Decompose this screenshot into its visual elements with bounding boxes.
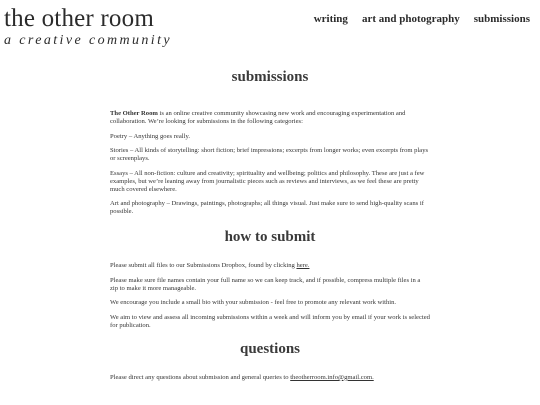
nav-submissions[interactable]: submissions [473,13,530,25]
intro-site-name: The Other Room [110,110,158,117]
dropbox-link[interactable]: here. [296,261,310,269]
assessment-paragraph: We aim to view and assess all incoming submissions within a week and will inform you by email if your work is selected for publication. [110,314,430,329]
contact-email-link[interactable]: theotherroom.info@gmail.com. [290,373,374,381]
category-essays: Essays – All non-fiction: culture and creativity; spirituality and wellbeing; politics and philosophy. These are just a few examples, but we’re leaning away from journalistic pieces such as reviews and interviews, as we feel these are pretty much covered elsewhere. [110,169,425,193]
intro-paragraph [110,110,430,126]
intro-text: is an online creative community showcasing new work and encouraging experimentation and collaboration. We’re looking for submissions in the following categories: [110,110,406,125]
category-poetry: Poetry – Anything goes really. [110,132,190,140]
main-nav [314,13,530,25]
questions-heading: questions [239,340,301,357]
how-to-submit-heading: how to submit [224,228,316,245]
file-names-paragraph: Please make sure file names contain your full name so we can keep track, and if possible, compress multiple files in a zip to make it more manageable. [110,276,421,292]
category-art: Art and photography – Drawings, paintings, photographs; all things visual. Just make sure to send high-quality scans if possible. [110,200,424,216]
questions-paragraph [110,374,430,382]
category-stories: Stories – All kinds of storytelling: short fiction; brief impressions; excerpts from longer works; even excerpts from plays or screenplays. [110,147,429,163]
site-tagline: a creative community [4,33,172,48]
submissions-heading: submissions [231,69,309,85]
nav-art-and-photography[interactable]: art and photography [361,13,460,25]
questions-text: Please direct any questions about submission and general queries to [110,373,291,381]
nav-writing[interactable]: writing [313,13,348,25]
bio-paragraph: We encourage you include a small bio with your submission - feel free to promote any relevant work within. [110,299,397,307]
site-title[interactable]: the other room [4,5,154,32]
main-content [110,66,430,389]
submit-dropbox-paragraph [110,262,430,270]
submit-dropbox-text: Please submit all files to our Submissions Dropbox, found by clicking [110,261,297,269]
